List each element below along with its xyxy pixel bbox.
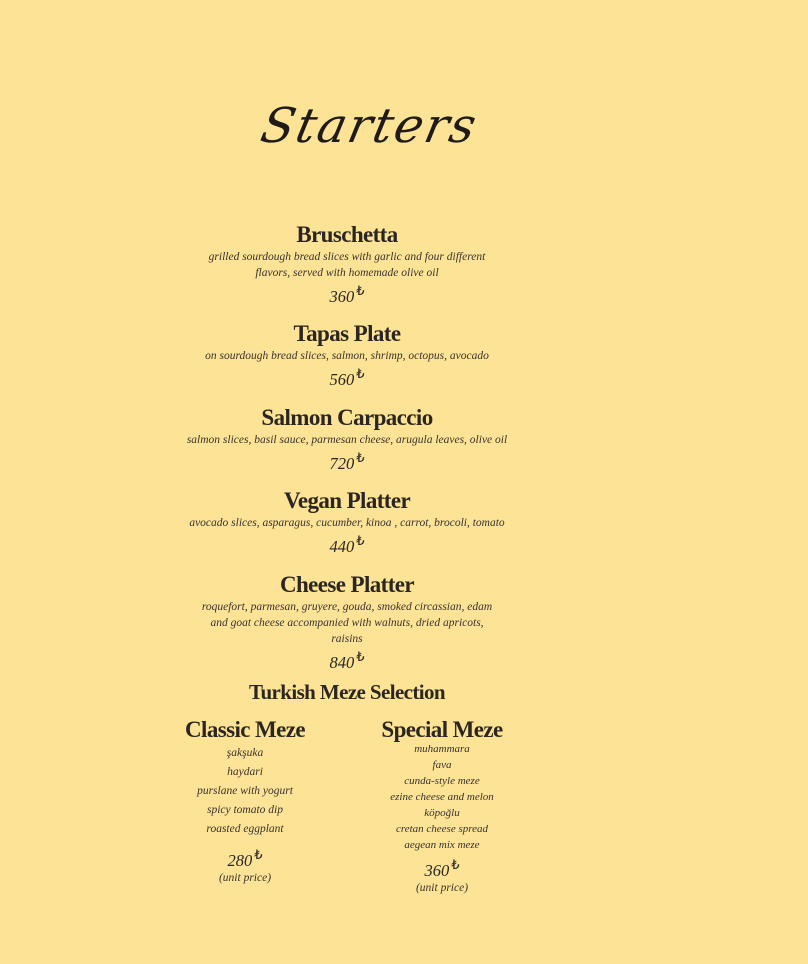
price-value: 360 <box>329 287 355 306</box>
page-title: Starters <box>256 98 483 154</box>
meze-section-title: Turkish Meze Selection <box>248 680 445 704</box>
list-item: cunda-style meze <box>404 775 480 787</box>
item-name: Bruschetta <box>296 222 398 247</box>
list-item: roasted eggplant <box>206 823 284 835</box>
list-item: fava <box>432 759 452 771</box>
menu-item-cheese-platter <box>147 572 547 673</box>
price-value: 280 <box>227 851 253 870</box>
item-price <box>329 649 365 673</box>
lira-icon: ₺ <box>254 847 263 862</box>
price-value: 440 <box>329 537 355 556</box>
lira-icon: ₺ <box>356 649 365 664</box>
lira-icon: ₺ <box>356 283 365 298</box>
item-name: Vegan Platter <box>283 488 411 513</box>
list-item: haydari <box>227 766 263 778</box>
list-item: spicy tomato dip <box>206 804 284 816</box>
price-value: 720 <box>329 454 355 473</box>
classic-meze-title: Classic Meze <box>185 717 305 742</box>
item-description: grilled sourdough bread slices with garlic and four different flavors, served with homemade olive oil <box>208 251 486 279</box>
item-price <box>329 283 365 307</box>
menu-item-tapas-plate <box>147 321 547 390</box>
item-description: on sourdough bread slices, salmon, shrimp, octopus, avocado <box>205 350 489 362</box>
price-value: 360 <box>424 861 450 880</box>
classic-meze-list <box>145 744 345 839</box>
list-item: cretan cheese spread <box>395 823 489 835</box>
special-meze-title: Special Meze <box>381 717 503 742</box>
list-item: ezine cheese and melon <box>390 791 494 803</box>
special-meze-list <box>342 741 542 853</box>
lira-icon: ₺ <box>356 533 365 548</box>
item-name: Cheese Platter <box>279 572 414 597</box>
price-value: 840 <box>329 653 355 672</box>
item-name: Tapas Plate <box>293 321 401 346</box>
item-price <box>329 366 365 390</box>
unit-price-note: (unit price) <box>415 882 469 894</box>
classic-meze-price <box>227 847 263 871</box>
item-description: salmon slices, basil sauce, parmesan cheese, arugula leaves, olive oil <box>186 434 508 446</box>
list-item: purslane with yogurt <box>197 785 293 797</box>
menu-item-salmon-carpaccio <box>147 405 547 474</box>
item-name: Salmon Carpaccio <box>261 405 433 430</box>
item-description: roquefort, parmesan, gruyere, gouda, smoked circassian, edam and goat cheese accompanied with walnuts, dried apricots, raisins <box>201 601 493 645</box>
special-meze-column <box>342 717 542 896</box>
classic-meze-column <box>145 717 345 886</box>
lira-icon: ₺ <box>451 857 460 872</box>
list-item: şakşuka <box>226 747 264 759</box>
special-meze-price <box>424 857 460 881</box>
lira-icon: ₺ <box>356 366 365 381</box>
item-price <box>329 533 365 557</box>
lira-icon: ₺ <box>356 450 365 465</box>
list-item: köpoğlu <box>424 807 460 819</box>
item-price <box>329 450 365 474</box>
item-description: avocado slices, asparagus, cucumber, kinoa , carrot, brocoli, tomato <box>189 517 505 529</box>
price-value: 560 <box>329 370 355 389</box>
unit-price-note: (unit price) <box>218 872 272 884</box>
menu-item-vegan-platter <box>147 488 547 557</box>
list-item: muhammara <box>414 743 470 755</box>
menu-item-bruschetta <box>147 222 547 307</box>
list-item: aegean mix meze <box>404 839 480 851</box>
